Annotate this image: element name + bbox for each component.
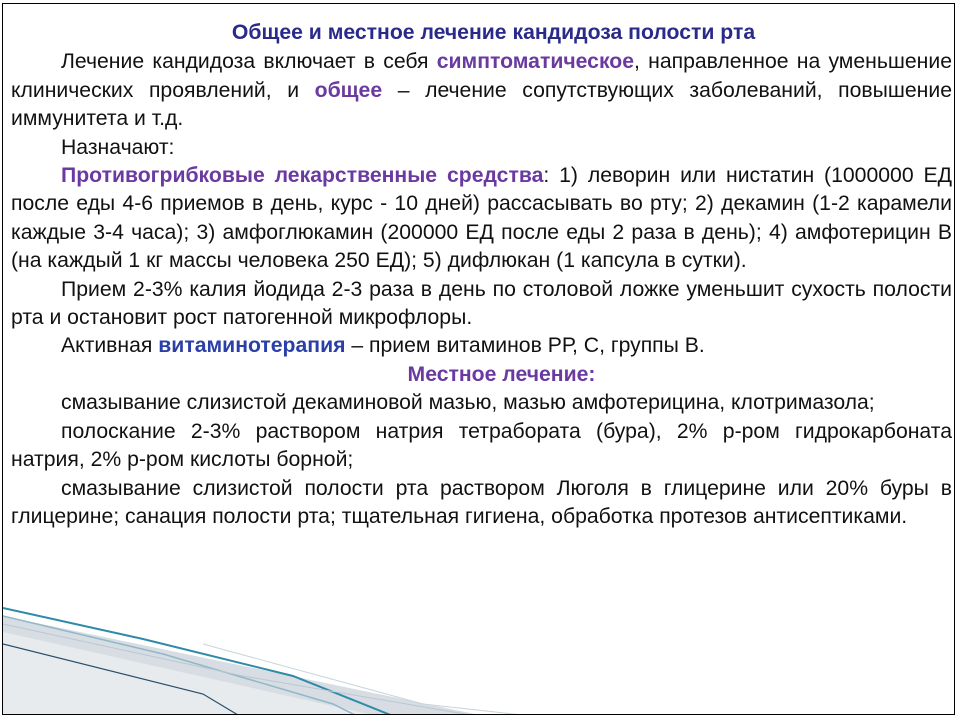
term-general: общее <box>314 78 383 102</box>
local-treatment-item-2: полоскание 2-3% раствором натрия тетрабората (бура), 2% р-ром гидрокарбоната натрия, 2% р-ром кислоты борной; <box>11 419 952 472</box>
paragraph-potassium-iodide: Прием 2-3% калия йодида 2-3 раза в день по столовой ложке уменьшит сухость полости рта и остановит рост патогенной микрофлоры. <box>11 277 952 330</box>
paragraph-antifungal <box>11 162 952 276</box>
text-segment: Лечение кандидоза включает в себя <box>61 50 437 74</box>
local-treatment-item-3: смазывание слизистой полости рта раствором Люголя в глицерине или 20% буры в глицерине; санация полости рта; тщательная гигиена, обработка протезов антисептиками. <box>11 476 952 528</box>
local-treatment-heading: Местное лечение: <box>407 362 596 386</box>
text-segment: Активная <box>61 334 159 358</box>
term-symptomatic: симптоматическое <box>436 50 635 74</box>
text-segment: : 1) леворин или нистатин (1000000 ЕД после еды 4-6 приемов в день, курс - 10 дней) рассасывать во рту; 2) декамин (1-2 карамели каждые 3-4 часа); 3) амфоглюкамин (200000 ЕД после еды 2 раза в день); 4) амфотерицин В (на каждый 1 кг массы человека 250 ЕД); 5) дифлюкан (1 капсула в сутки). <box>11 164 952 273</box>
paragraph-vitamin-therapy <box>11 332 952 360</box>
local-treatment-item-1: смазывание слизистой декаминовой мазью, мазью амфотерицина, клотримазола; <box>61 391 875 415</box>
text-segment: – лечение сопутствующих заболеваний, повышение иммунитета и т.д. <box>11 78 952 131</box>
slide-title: Общее и местное лечение кандидоза полости рта <box>231 21 756 44</box>
text-segment: , направленное на уменьшение клинических проявлений, и <box>11 50 953 102</box>
slide-frame <box>2 3 955 715</box>
term-vitamin-therapy: витаминотерапия <box>158 334 346 358</box>
text-segment: – прием витаминов РР, С, группы В. <box>345 334 705 358</box>
slide-content <box>11 19 952 531</box>
paragraph-treatment-intro <box>11 48 952 133</box>
term-antifungal-drugs: Противогрибковые лекарственные средства <box>61 164 544 188</box>
paragraph-prescribe: Назначают: <box>61 135 175 159</box>
